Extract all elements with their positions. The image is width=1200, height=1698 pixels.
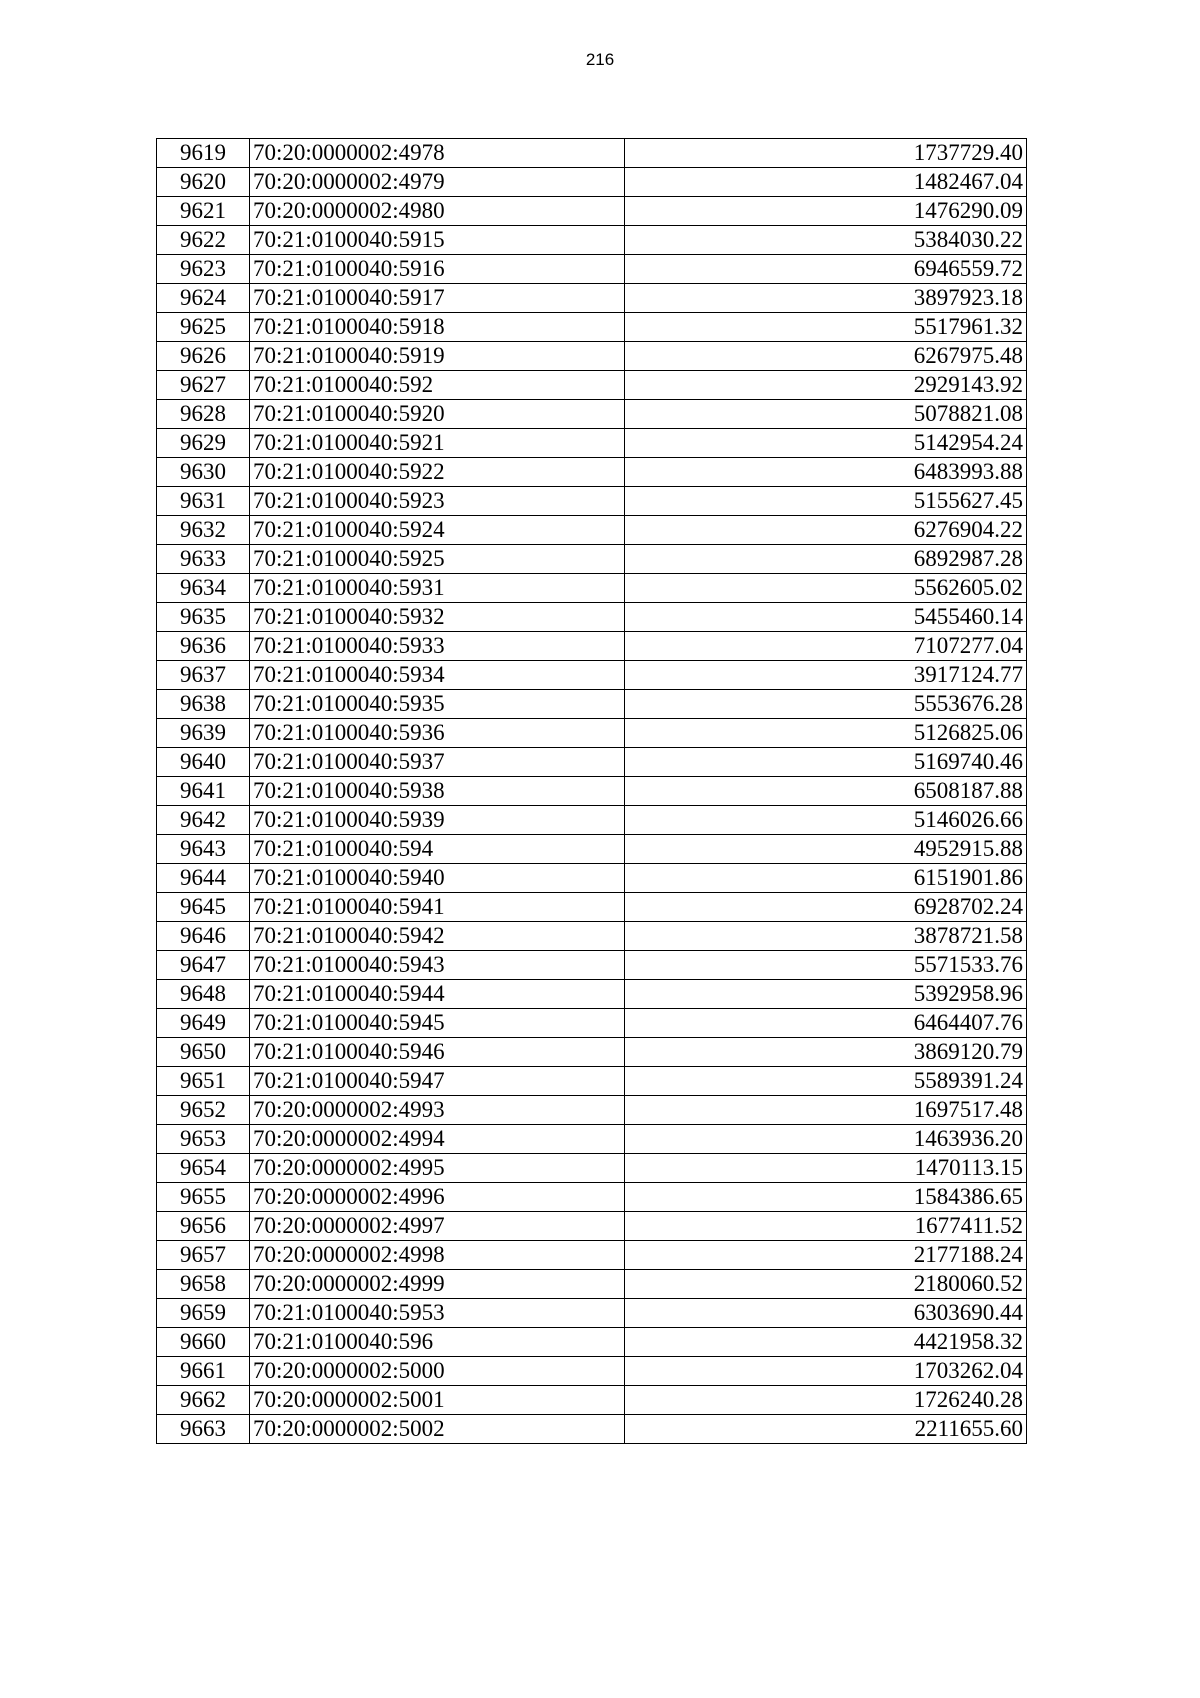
cadastral-number-cell: 70:21:0100040:5917	[250, 284, 625, 313]
table-row	[157, 1357, 1027, 1386]
cadastral-number-cell: 70:21:0100040:5922	[250, 458, 625, 487]
cadastral-number-cell: 70:21:0100040:5942	[250, 922, 625, 951]
cadastral-number-cell: 70:21:0100040:5940	[250, 864, 625, 893]
row-number-cell: 9655	[157, 1183, 250, 1212]
table-row	[157, 1096, 1027, 1125]
cadastral-number-cell: 70:21:0100040:5945	[250, 1009, 625, 1038]
cadastral-value-cell: 6946559.72	[625, 255, 1027, 284]
cadastral-number-cell: 70:21:0100040:5918	[250, 313, 625, 342]
table-row	[157, 400, 1027, 429]
cadastral-value-cell: 3869120.79	[625, 1038, 1027, 1067]
cadastral-value-cell: 6464407.76	[625, 1009, 1027, 1038]
row-number-cell: 9624	[157, 284, 250, 313]
row-number-cell: 9652	[157, 1096, 250, 1125]
row-number-cell: 9641	[157, 777, 250, 806]
table-row	[157, 1270, 1027, 1299]
cadastral-number-cell: 70:21:0100040:5939	[250, 806, 625, 835]
cadastral-value-cell: 5142954.24	[625, 429, 1027, 458]
cadastral-value-cell: 2929143.92	[625, 371, 1027, 400]
cadastral-value-cell: 7107277.04	[625, 632, 1027, 661]
row-number-cell: 9660	[157, 1328, 250, 1357]
cadastral-value-cell: 1726240.28	[625, 1386, 1027, 1415]
table-row	[157, 458, 1027, 487]
cadastral-value-cell: 2177188.24	[625, 1241, 1027, 1270]
cadastral-number-cell: 70:20:0000002:5000	[250, 1357, 625, 1386]
cadastral-value-cell: 6483993.88	[625, 458, 1027, 487]
cadastral-value-cell: 5126825.06	[625, 719, 1027, 748]
cadastral-value-cell: 1470113.15	[625, 1154, 1027, 1183]
table-row	[157, 1183, 1027, 1212]
cadastral-value-cell: 3878721.58	[625, 922, 1027, 951]
table-row	[157, 893, 1027, 922]
row-number-cell: 9650	[157, 1038, 250, 1067]
cadastral-value-cell: 6276904.22	[625, 516, 1027, 545]
row-number-cell: 9634	[157, 574, 250, 603]
cadastral-value-cell: 1476290.09	[625, 197, 1027, 226]
row-number-cell: 9638	[157, 690, 250, 719]
table-row	[157, 1241, 1027, 1270]
cadastral-value-cell: 5078821.08	[625, 400, 1027, 429]
table-row	[157, 719, 1027, 748]
row-number-cell: 9649	[157, 1009, 250, 1038]
cadastral-number-cell: 70:21:0100040:5932	[250, 603, 625, 632]
row-number-cell: 9647	[157, 951, 250, 980]
row-number-cell: 9629	[157, 429, 250, 458]
row-number-cell: 9643	[157, 835, 250, 864]
cadastral-value-cell: 6151901.86	[625, 864, 1027, 893]
row-number-cell: 9630	[157, 458, 250, 487]
row-number-cell: 9628	[157, 400, 250, 429]
row-number-cell: 9619	[157, 139, 250, 168]
cadastral-number-cell: 70:21:0100040:592	[250, 371, 625, 400]
cadastral-value-cell: 5146026.66	[625, 806, 1027, 835]
cadastral-value-cell: 1482467.04	[625, 168, 1027, 197]
cadastral-value-cell: 6892987.28	[625, 545, 1027, 574]
cadastral-value-cell: 6303690.44	[625, 1299, 1027, 1328]
cadastral-number-cell: 70:20:0000002:4994	[250, 1125, 625, 1154]
cadastral-value-cell: 5517961.32	[625, 313, 1027, 342]
row-number-cell: 9651	[157, 1067, 250, 1096]
cadastral-value-cell: 5455460.14	[625, 603, 1027, 632]
cadastral-value-cell: 6508187.88	[625, 777, 1027, 806]
cadastral-number-cell: 70:21:0100040:5915	[250, 226, 625, 255]
table-row	[157, 1328, 1027, 1357]
row-number-cell: 9639	[157, 719, 250, 748]
table-row	[157, 603, 1027, 632]
cadastral-value-cell: 5155627.45	[625, 487, 1027, 516]
row-number-cell: 9662	[157, 1386, 250, 1415]
cadastral-value-cell: 4421958.32	[625, 1328, 1027, 1357]
cadastral-value-cell: 3917124.77	[625, 661, 1027, 690]
table-row	[157, 197, 1027, 226]
cadastral-number-cell: 70:20:0000002:4993	[250, 1096, 625, 1125]
cadastral-number-cell: 70:20:0000002:5001	[250, 1386, 625, 1415]
cadastral-number-cell: 70:20:0000002:4999	[250, 1270, 625, 1299]
row-number-cell: 9625	[157, 313, 250, 342]
table-row	[157, 835, 1027, 864]
cadastral-number-cell: 70:21:0100040:5947	[250, 1067, 625, 1096]
row-number-cell: 9627	[157, 371, 250, 400]
row-number-cell: 9633	[157, 545, 250, 574]
row-number-cell: 9645	[157, 893, 250, 922]
row-number-cell: 9620	[157, 168, 250, 197]
cadastral-number-cell: 70:21:0100040:5935	[250, 690, 625, 719]
table-row	[157, 284, 1027, 313]
table-row	[157, 661, 1027, 690]
cadastral-number-cell: 70:20:0000002:4995	[250, 1154, 625, 1183]
cadastral-number-cell: 70:21:0100040:5923	[250, 487, 625, 516]
cadastral-number-cell: 70:20:0000002:4978	[250, 139, 625, 168]
table-row	[157, 951, 1027, 980]
table-row	[157, 1038, 1027, 1067]
row-number-cell: 9642	[157, 806, 250, 835]
cadastral-number-cell: 70:21:0100040:594	[250, 835, 625, 864]
table-row	[157, 1125, 1027, 1154]
cadastral-number-cell: 70:21:0100040:5920	[250, 400, 625, 429]
table-row	[157, 864, 1027, 893]
cadastral-number-cell: 70:21:0100040:5938	[250, 777, 625, 806]
table-row	[157, 1212, 1027, 1241]
table-row	[157, 168, 1027, 197]
cadastral-value-cell: 2211655.60	[625, 1415, 1027, 1444]
row-number-cell: 9657	[157, 1241, 250, 1270]
row-number-cell: 9626	[157, 342, 250, 371]
table-row	[157, 313, 1027, 342]
table-row	[157, 429, 1027, 458]
table-row	[157, 574, 1027, 603]
row-number-cell: 9623	[157, 255, 250, 284]
cadastral-number-cell: 70:21:0100040:5924	[250, 516, 625, 545]
table-row	[157, 1009, 1027, 1038]
cadastral-number-cell: 70:21:0100040:5933	[250, 632, 625, 661]
cadastral-value-cell: 5562605.02	[625, 574, 1027, 603]
cadastral-value-cell: 5384030.22	[625, 226, 1027, 255]
cadastral-number-cell: 70:20:0000002:4979	[250, 168, 625, 197]
cadastral-value-cell: 3897923.18	[625, 284, 1027, 313]
table-row	[157, 806, 1027, 835]
page-number: 216	[585, 50, 615, 69]
cadastral-number-cell: 70:21:0100040:5941	[250, 893, 625, 922]
cadastral-number-cell: 70:21:0100040:5921	[250, 429, 625, 458]
cadastral-value-table	[156, 138, 1027, 1444]
row-number-cell: 9631	[157, 487, 250, 516]
table-row	[157, 1154, 1027, 1183]
row-number-cell: 9659	[157, 1299, 250, 1328]
table-body	[157, 139, 1027, 1444]
cadastral-value-cell: 6267975.48	[625, 342, 1027, 371]
row-number-cell: 9632	[157, 516, 250, 545]
cadastral-number-cell: 70:21:0100040:5943	[250, 951, 625, 980]
cadastral-number-cell: 70:21:0100040:596	[250, 1328, 625, 1357]
row-number-cell: 9656	[157, 1212, 250, 1241]
row-number-cell: 9636	[157, 632, 250, 661]
cadastral-number-cell: 70:21:0100040:5925	[250, 545, 625, 574]
cadastral-number-cell: 70:20:0000002:4980	[250, 197, 625, 226]
row-number-cell: 9637	[157, 661, 250, 690]
table-row	[157, 226, 1027, 255]
row-number-cell: 9622	[157, 226, 250, 255]
cadastral-value-cell: 2180060.52	[625, 1270, 1027, 1299]
cadastral-value-cell: 5589391.24	[625, 1067, 1027, 1096]
table-row	[157, 255, 1027, 284]
cadastral-number-cell: 70:21:0100040:5934	[250, 661, 625, 690]
cadastral-value-cell: 5392958.96	[625, 980, 1027, 1009]
row-number-cell: 9663	[157, 1415, 250, 1444]
cadastral-number-cell: 70:21:0100040:5937	[250, 748, 625, 777]
row-number-cell: 9644	[157, 864, 250, 893]
table-row	[157, 1299, 1027, 1328]
table-row	[157, 748, 1027, 777]
cadastral-number-cell: 70:20:0000002:5002	[250, 1415, 625, 1444]
table-row	[157, 545, 1027, 574]
cadastral-number-cell: 70:21:0100040:5953	[250, 1299, 625, 1328]
cadastral-number-cell: 70:20:0000002:4997	[250, 1212, 625, 1241]
row-number-cell: 9635	[157, 603, 250, 632]
table-row	[157, 1415, 1027, 1444]
table-row	[157, 1067, 1027, 1096]
row-number-cell: 9648	[157, 980, 250, 1009]
table-row	[157, 980, 1027, 1009]
row-number-cell: 9654	[157, 1154, 250, 1183]
cadastral-number-cell: 70:21:0100040:5946	[250, 1038, 625, 1067]
cadastral-value-cell: 1463936.20	[625, 1125, 1027, 1154]
cadastral-number-cell: 70:20:0000002:4998	[250, 1241, 625, 1270]
row-number-cell: 9653	[157, 1125, 250, 1154]
table-row	[157, 632, 1027, 661]
row-number-cell: 9646	[157, 922, 250, 951]
cadastral-value-cell: 1737729.40	[625, 139, 1027, 168]
cadastral-number-cell: 70:21:0100040:5931	[250, 574, 625, 603]
table-row	[157, 371, 1027, 400]
cadastral-value-cell: 1677411.52	[625, 1212, 1027, 1241]
cadastral-value-cell: 4952915.88	[625, 835, 1027, 864]
table-row	[157, 777, 1027, 806]
row-number-cell: 9658	[157, 1270, 250, 1299]
table-row	[157, 139, 1027, 168]
cadastral-value-cell: 5571533.76	[625, 951, 1027, 980]
cadastral-value-cell: 1703262.04	[625, 1357, 1027, 1386]
row-number-cell: 9640	[157, 748, 250, 777]
cadastral-number-cell: 70:21:0100040:5936	[250, 719, 625, 748]
cadastral-number-cell: 70:21:0100040:5916	[250, 255, 625, 284]
cadastral-value-cell: 5169740.46	[625, 748, 1027, 777]
cadastral-number-cell: 70:20:0000002:4996	[250, 1183, 625, 1212]
table-row	[157, 922, 1027, 951]
table-row	[157, 516, 1027, 545]
cadastral-number-cell: 70:21:0100040:5944	[250, 980, 625, 1009]
cadastral-value-cell: 5553676.28	[625, 690, 1027, 719]
cadastral-value-cell: 1697517.48	[625, 1096, 1027, 1125]
cadastral-number-cell: 70:21:0100040:5919	[250, 342, 625, 371]
table-row	[157, 342, 1027, 371]
row-number-cell: 9661	[157, 1357, 250, 1386]
table-row	[157, 690, 1027, 719]
table-row	[157, 1386, 1027, 1415]
table-row	[157, 487, 1027, 516]
cadastral-value-cell: 6928702.24	[625, 893, 1027, 922]
row-number-cell: 9621	[157, 197, 250, 226]
cadastral-value-cell: 1584386.65	[625, 1183, 1027, 1212]
